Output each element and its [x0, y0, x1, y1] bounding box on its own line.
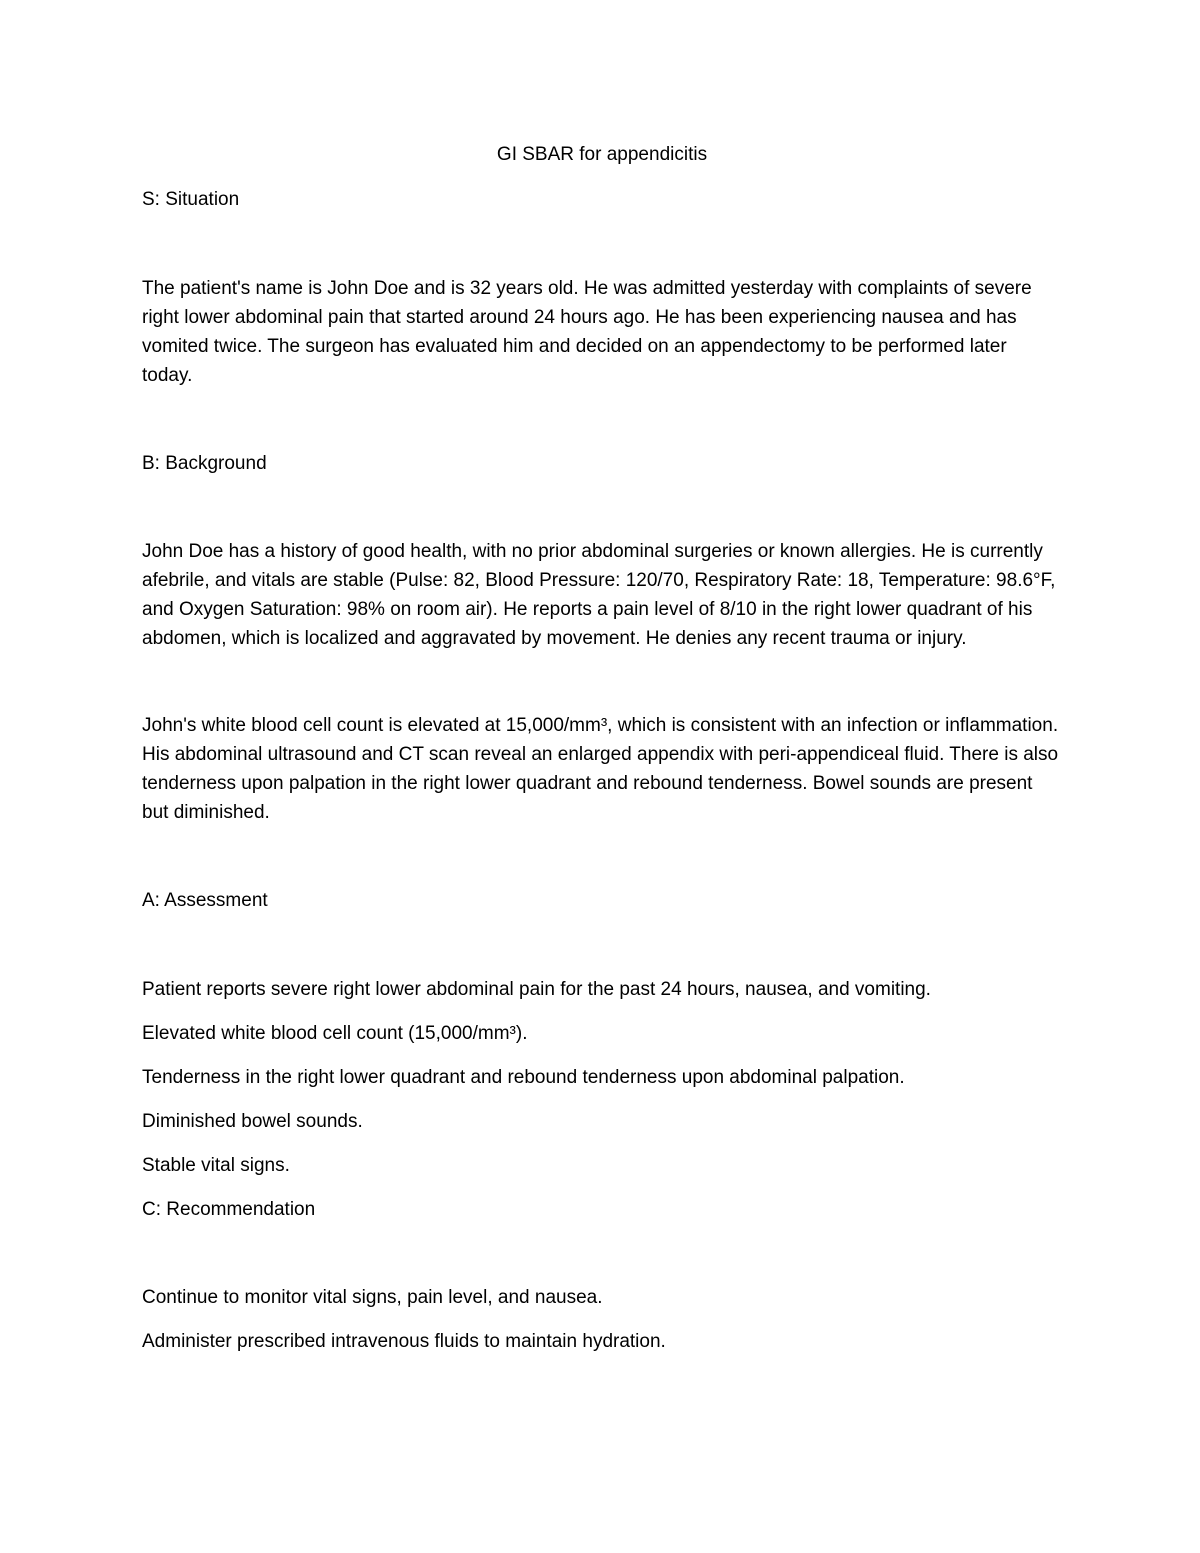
- situation-paragraph: The patient's name is John Doe and is 32 years old. He was admitted yesterday with complaints of severe right lower abdominal pain that started around 24 hours ago. He has been experiencing nausea and has vomited twice. The surgeon has evaluated him and decided on an appendectomy to be performed later today.: [142, 278, 1032, 386]
- situation-heading: S: Situation: [142, 189, 240, 210]
- recommendation-item: Administer prescribed intravenous fluids to maintain hydration.: [142, 1331, 666, 1352]
- document-title: GI SBAR for appendicitis: [496, 144, 708, 165]
- background-paragraph-1: John Doe has a history of good health, with no prior abdominal surgeries or known allergies. He is currently afebrile, and vitals are stable (Pulse: 82, Blood Pressure: 120/70, Respiratory Rate: 18, Temperature: 98.6°F, and Oxygen Saturation: 98% on room air). He reports a pain level of 8/10 in the right lower quadrant of his abdomen, which is localized and aggravated by movement. He denies any recent trauma or injury.: [142, 541, 1056, 649]
- document-body: [142, 140, 1062, 1356]
- assessment-heading: A: Assessment: [142, 890, 268, 911]
- assessment-item: Diminished bowel sounds.: [142, 1111, 363, 1132]
- assessment-item: Elevated white blood cell count (15,000/mm³).: [142, 1023, 528, 1044]
- assessment-item: Tenderness in the right lower quadrant and rebound tenderness upon abdominal palpation.: [142, 1067, 905, 1088]
- recommendation-heading: C: Recommendation: [142, 1199, 316, 1220]
- recommendation-item: Continue to monitor vital signs, pain level, and nausea.: [142, 1287, 603, 1308]
- assessment-item: Patient reports severe right lower abdominal pain for the past 24 hours, nausea, and vomiting.: [142, 979, 931, 1000]
- background-paragraph-2: John's white blood cell count is elevated at 15,000/mm³, which is consistent with an infection or inflammation. His abdominal ultrasound and CT scan reveal an enlarged appendix with peri-appendiceal fluid. There is also tenderness upon palpation in the right lower quadrant and rebound tenderness. Bowel sounds are present but diminished.: [142, 715, 1059, 823]
- assessment-item: Stable vital signs.: [142, 1155, 290, 1176]
- background-heading: B: Background: [142, 453, 267, 474]
